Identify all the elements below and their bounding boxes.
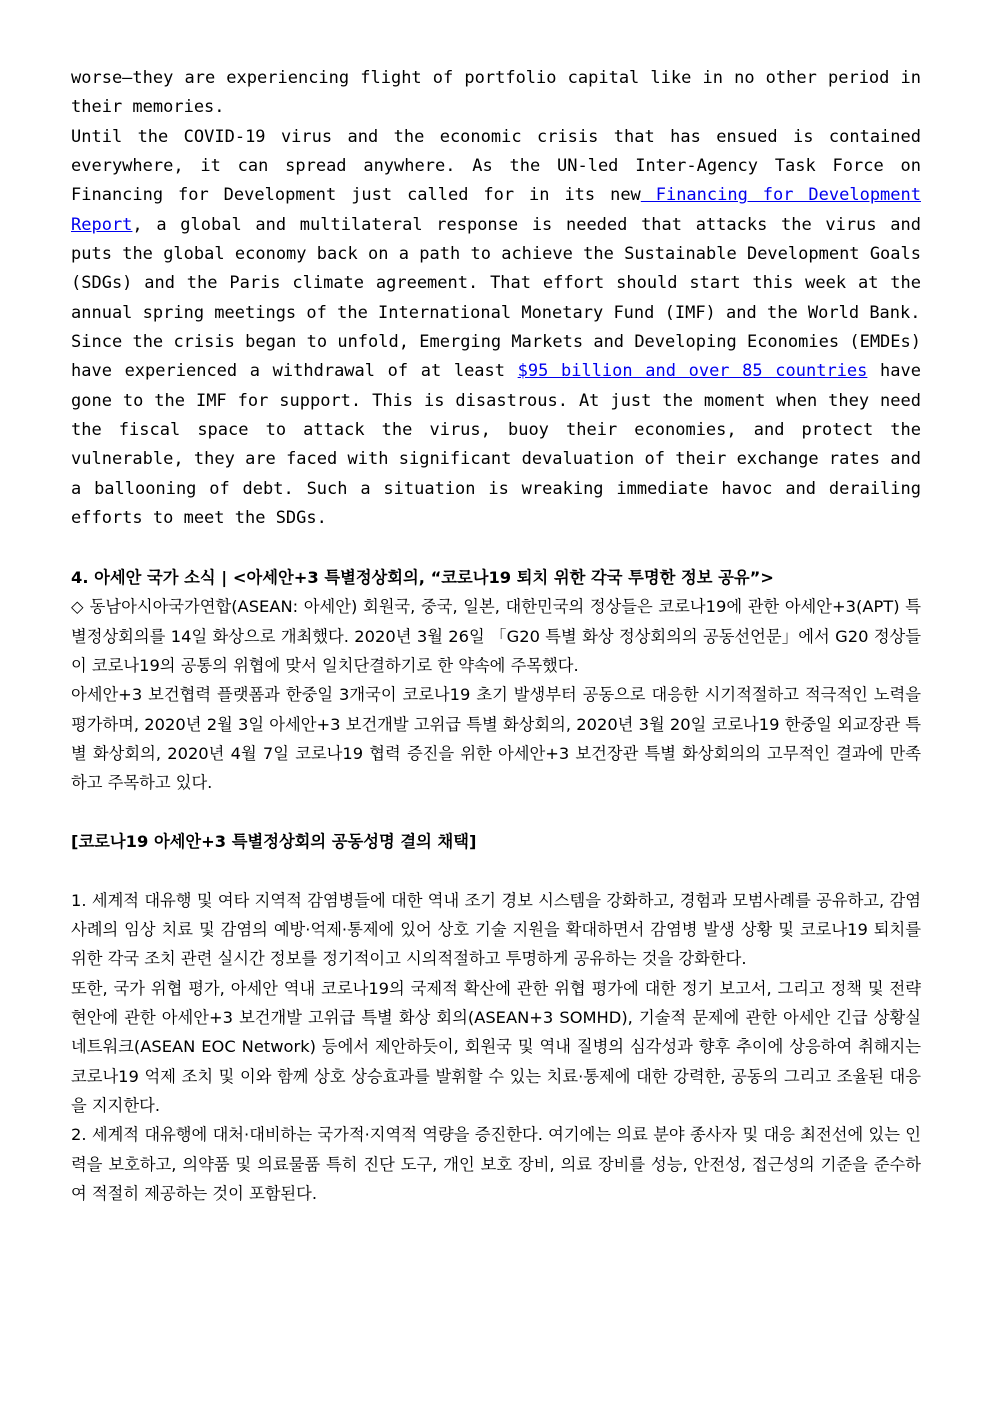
paragraph-en-3-text-a: Since the crisis began to unfold, Emerging Markets and Developing Economies (EMDEs) have experienced a withdrawal of at least [71,332,921,382]
section-4-paragraph-1: ◇ 동남아시아국가연합(ASEAN: 아세안) 회원국, 중국, 일본, 대한민국의 정상들은 코로나19에 관한 아세안+3(APT) 특별정상회의를 14일 화상으로 개최했다. 2020년 3월 26일 「G20 특별 화상 정상회의의 공동선언문」에서 G20 정상들이 코로나19의 공통의 위협에 맞서 일치단결하기로 한 약속에 주목했다. [71,597,921,675]
resolution-heading: [코로나19 아세안+3 특별정상회의 공동성명 결의 채택] [71,831,477,851]
spacer [71,798,921,827]
paragraph-en-2-text-b: , a global and multilateral response is needed that attacks the virus and puts the global economy back on a path to achieve the Sustainable Development Goals (SDGs) and the Paris climate agreement. That effort should start this week at the annual spring meetings of the International Monetary Fund (IMF) and the World Bank. [71,214,921,323]
section-4-heading: 4. 아세안 국가 소식 | <아세안+3 특별정상회의, “코로나19 퇴치 위한 각국 투명한 정보 공유”> [71,567,774,587]
financing-for-development-report-link[interactable]: Financing for Development Report [71,185,921,235]
spacer [71,534,921,563]
resolution-item-1-continued: 또한, 국가 위협 평가, 아세안 역내 코로나19의 국제적 확산에 관한 위협 평가에 대한 정기 보고서, 그리고 정책 및 전략 현안에 관한 아세안+3 보건개발 고위급 특별 화상 회의(ASEAN+3 SOMHD), 기술적 문제에 관한 아세안 긴급 상황실 네트워크(ASEAN EOC Network) 등에서 제안하듯이, 회원국 및 역내 질병의 심각성과 향후 추이에 상응하여 취해지는 코로나19 억제 조치 및 이와 함께 상호 상승효과를 발휘할 수 있는 치료·통제에 대한 강력한, 공동의 그리고 조율된 대응을 지지한다. [71,978,921,1116]
95-billion-link[interactable]: $95 billion and over 85 countries [517,361,868,382]
document-page [71,64,921,1208]
paragraph-en-2 [71,123,921,328]
section-4-paragraph-2: 아세안+3 보건협력 플랫폼과 한중일 3개국이 코로나19 초기 발생부터 공동으로 대응한 시기적절하고 적극적인 노력을 평가하며, 2020년 2월 3일 아세안+3 보건개발 고위급 특별 화상회의, 2020년 3월 20일 코로나19 한중일 외교장관 특별 화상회의, 2020년 4월 7일 코로나19 협력 증진을 위한 아세안+3 보건장관 특별 화상회의의 고무적인 결과에 만족하고 주목하고 있다. [71,685,921,793]
paragraph-en-3 [71,328,921,533]
resolution-item-2: 2. 세계적 대유행에 대처·대비하는 국가적·지역적 역량을 증진한다. 여기에는 의료 분야 종사자 및 대응 최전선에 있는 인력을 보호하고, 의약품 및 의료물품 특히 진단 도구, 개인 보호 장비, 의료 장비를 성능, 안전성, 접근성의 기준을 준수하여 적절히 제공하는 것이 포함된다. [71,1125,921,1204]
paragraph-en-3-text-b: have gone to the IMF for support. This is disastrous. At just the moment when they need the fiscal space to attack the virus, buoy their economies, and protect the vulnerable, they are faced with significant devaluation of their exchange rates and a ballooning of debt. Such a situation is wreaking immediate havoc and derailing efforts to meet the SDGs. [71,361,921,529]
paragraph-en-1: worse—they are experiencing flight of portfolio capital like in no other period in their memories. [71,68,921,118]
paragraph-en-2-text-a: Until the COVID-19 virus and the economic crisis that has ensued is contained everywhere, it can spread anywhere. As the UN-led Inter-Agency Task Force on Financing for Development just called for in its new [71,126,921,206]
resolution-item-1: 1. 세계적 대유행 및 여타 지역적 감염병들에 대한 역내 조기 경보 시스템을 강화하고, 경험과 모범사례를 공유하고, 감염 사례의 임상 치료 및 감염의 예방·억제·통제에 있어 상호 기술 지원을 확대하면서 감염병 발생 상황 및 코로나19 퇴치를 위한 각국 조치 관련 실시간 정보를 정기적이고 시의적절하고 투명하게 공유하는 것을 강화한다. [71,890,921,969]
spacer [71,856,921,885]
